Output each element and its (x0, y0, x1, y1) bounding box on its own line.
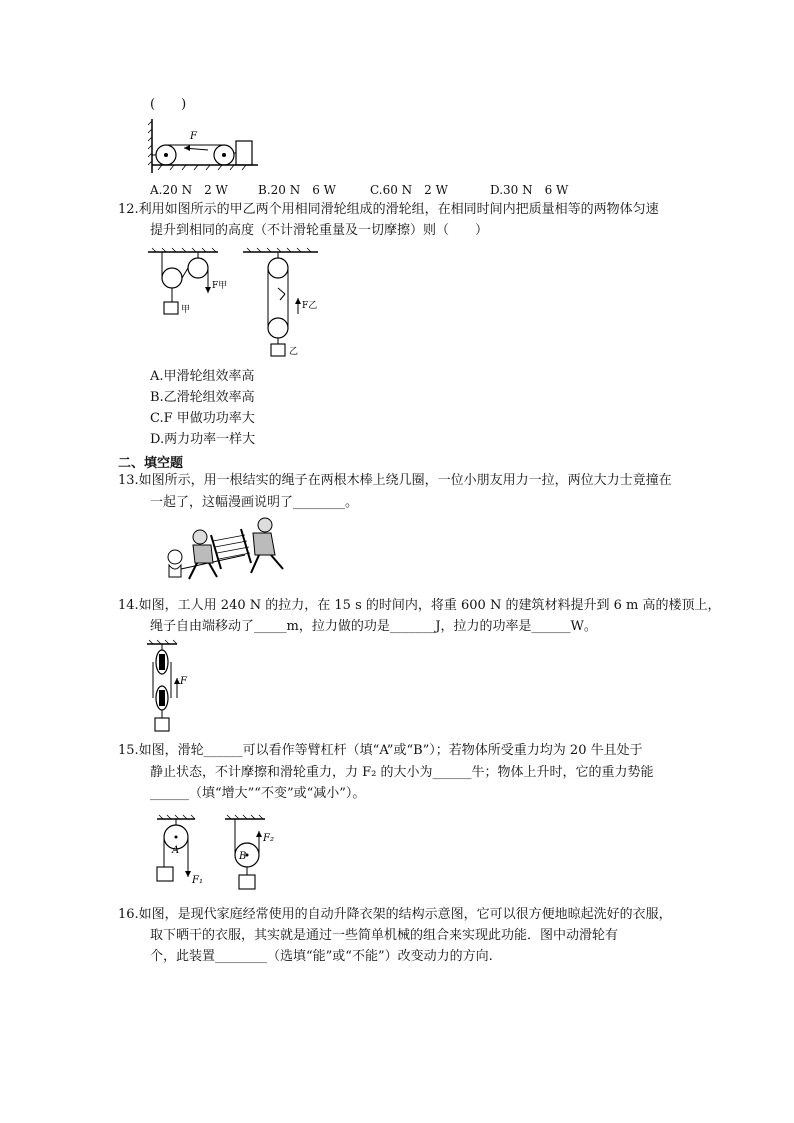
q16-stem-line-2: 取下晒干的衣服，其实就是通过一些简单机械的组合来实现此功能．图中动滑轮有 (150, 928, 619, 943)
q14-stem-line-1: 14.如图，工人用 240 N 的拉力，在 15 s 的时间内，将重 600 N 的建筑材料提升到 6 m 高的楼顶上， (118, 598, 721, 613)
q16-stem-line-3: 个，此装置________（选填“能”或“不能”）改变动力的方向. (150, 949, 493, 964)
q11-option-b: B.20 N 6 W (258, 183, 337, 197)
q15-force-2: F₂ (263, 833, 274, 844)
q11-pulley-figure (148, 115, 258, 190)
q15-stem-line-3: ______（填“增大”“不变”或“减小”）。 (150, 786, 366, 801)
q14-pulley-figure (145, 640, 195, 735)
q16-stem-line-1: 16.如图，是现代家庭经常使用的自动升降衣架的结构示意图，它可以很方便地晾起洗好的衣服， (118, 907, 672, 922)
q15-label-b: B (239, 851, 247, 862)
q11-option-c: C.60 N 2 W (370, 183, 448, 197)
section-2-title: 二、填空题 (118, 456, 184, 471)
q12-pulley-figure (148, 248, 338, 363)
q11-option-a: A.20 N 2 W (150, 183, 228, 197)
q15-force-1: F₁ (192, 875, 203, 886)
q12-stem-line-1: 12.利用如图所示的甲乙两个用相同滑轮组成的滑轮组，在相同时间内把质量相等的两物体匀速 (118, 202, 659, 217)
q13-cartoon-figure (155, 515, 295, 585)
q12-label-jia: 甲 (181, 305, 191, 315)
q15-stem-line-1: 15.如图，滑轮______可以看作等臂杠杆（填“A”或“B”）；若物体所受重力均为 20 牛且处于 (118, 743, 643, 758)
q11-option-d: D.30 N 6 W (490, 183, 569, 197)
q11-answer-bracket: ( ) (150, 97, 187, 112)
q12-option-a: A.甲滑轮组效率高 (150, 369, 255, 384)
q12-option-c: C.F 甲做功功率大 (150, 411, 255, 426)
q12-option-d: D.两力功率一样大 (150, 432, 256, 447)
q12-stem-line-2: 提升到相同的高度（不计滑轮重量及一切摩擦）则（ ） (150, 223, 489, 238)
q15-pulley-figure (155, 815, 285, 895)
q15-stem-line-2: 静止状态，不计摩擦和滑轮重力，力 F₂ 的大小为______牛；物体上升时，它的重力势能 (150, 765, 654, 780)
q12-force-jia: F甲 (212, 281, 228, 291)
q11-force-label: F (190, 131, 197, 142)
q12-option-b: B.乙滑轮组效率高 (150, 390, 255, 405)
q12-force-yi: F乙 (302, 301, 318, 311)
q13-stem-line-2: 一起了，这幅漫画说明了________。 (150, 495, 359, 510)
q12-label-yi: 乙 (289, 347, 299, 357)
q14-stem-line-2: 绳子自由端移动了_____m，拉力做的功是_______J，拉力的功率是______W。 (150, 619, 597, 634)
q15-label-a: A (172, 845, 180, 856)
q14-force-label: F (180, 676, 187, 687)
q13-stem-line-1: 13.如图所示，用一根结实的绳子在两根木棒上绕几圈，一位小朋友用力一拉，两位大力士竟撞在 (118, 473, 672, 488)
